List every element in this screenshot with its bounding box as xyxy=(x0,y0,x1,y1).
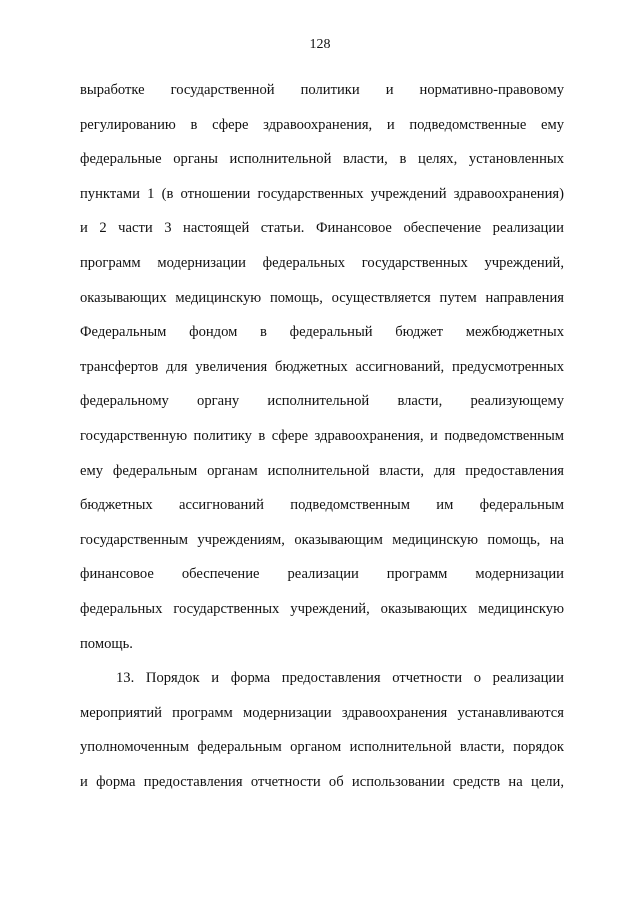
text-line: финансовое обеспечение реализации программ модернизации xyxy=(80,566,564,583)
text-line: 13. Порядок и форма предоставления отчетности о реализации xyxy=(116,670,564,687)
text-line: государственную политику в сфере здравоохранения, и подведомственным xyxy=(80,427,564,444)
text-line: мероприятий программ модернизации здравоохранения устанавливаются xyxy=(80,704,564,721)
text-line: программ модернизации федеральных государственных учреждений, xyxy=(80,254,564,271)
text-line: ему федеральным органам исполнительной власти, для предоставления xyxy=(80,462,564,479)
text-line: помощь. xyxy=(80,635,133,652)
text-line: трансфертов для увеличения бюджетных ассигнований, предусмотренных xyxy=(80,358,564,375)
body-text xyxy=(80,73,564,799)
text-line: пунктами 1 (в отношении государственных учреждений здравоохранения) xyxy=(80,185,564,202)
text-line: государственным учреждениям, оказывающим медицинскую помощь, на xyxy=(80,531,564,548)
text-line: бюджетных ассигнований подведомственным им федеральным xyxy=(80,497,564,514)
text-line: федеральных государственных учреждений, оказывающих медицинскую xyxy=(80,600,564,617)
text-line: регулированию в сфере здравоохранения, и подведомственные ему xyxy=(80,116,564,133)
text-line: Федеральным фондом в федеральный бюджет межбюджетных xyxy=(80,324,564,341)
text-line: оказывающих медицинскую помощь, осуществляется путем направления xyxy=(80,289,564,306)
paragraph-continuation xyxy=(80,73,564,661)
text-line: федеральному органу исполнительной власти, реализующему xyxy=(80,393,564,410)
page-number: 128 xyxy=(309,37,331,52)
text-line: выработке государственной политики и нормативно-правовому xyxy=(80,82,564,98)
text-line: уполномоченным федеральным органом исполнительной власти, порядок xyxy=(80,739,564,756)
paragraph-13 xyxy=(80,661,564,799)
text-line: и форма предоставления отчетности об использовании средств на цели, xyxy=(80,773,564,790)
text-line: и 2 части 3 настоящей статьи. Финансовое обеспечение реализации xyxy=(80,220,564,237)
text-line: федеральные органы исполнительной власти, в целях, установленных xyxy=(80,151,564,168)
